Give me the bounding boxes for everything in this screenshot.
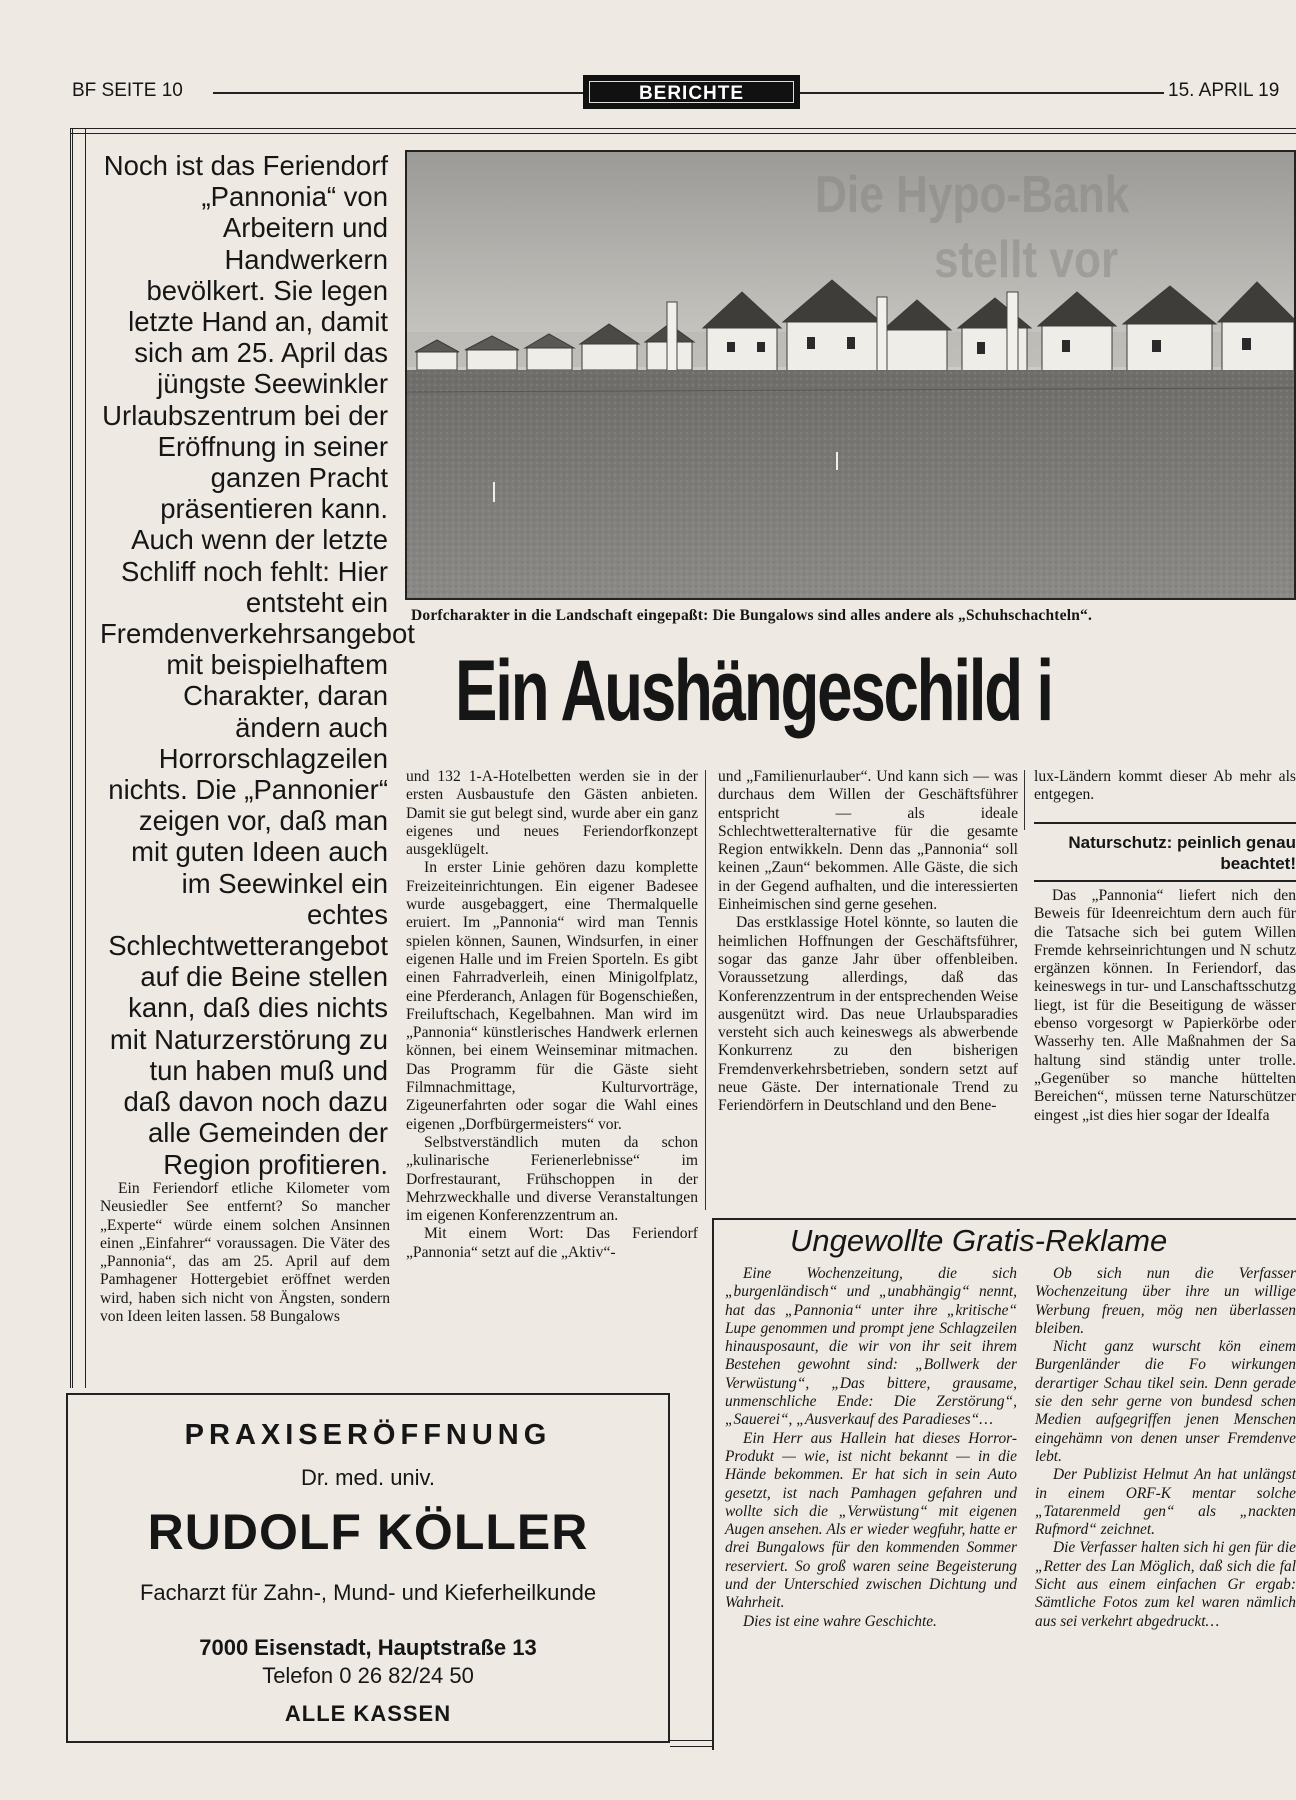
- lede-text: Noch ist das Feriendorf „Pannonia“ von Arbeitern und Handwerkern bevölkert. Sie legen letzte Hand an, damit sich am 25. April das jüngste Seewinkler Urlaubszentrum bei der Eröffnung in seiner ganzen Pracht präsentieren kann. Auch wenn der letzte Schliff noch fehlt: Hier entsteht ein Fremdenverkehrsangebot mit beispielhaftem Charakter, daran ändern auch Horrorschlagzeilen nichts. Die „Pannonier“ zeigen vor, daß man mit guten Ideen auch im Seewinkel ein echtes Schlechtwetterangebot auf die Beine stellen kann, daß dies nichts mit Naturzerstörung zu tun haben muß und daß davon noch dazu alle Gemeinden der Region profitieren.: [100, 150, 415, 1180]
- box-column-left: [725, 1265, 1017, 1631]
- paragraph: Ein Feriendorf etliche Kilometer vom Neusiedler See entfernt? So mancher „Experte“ würde einem solchen Ansinnen einen „Einfahrer“ voraussagen. Die Väter des „Pannonia“, das am 25. April auf dem Pamhagener Hottergebiet eröffnet werden wird, haben sich nicht von Ängsten, sondern von Ideen leiten lassen. 58 Bungalows: [100, 1180, 390, 1326]
- ad-specialty: Facharzt für Zahn-, Mund- und Kieferheilkunde: [139, 1580, 597, 1605]
- article-frame-left: [70, 128, 86, 1388]
- paragraph: Nicht ganz wurscht kön einem Burgenländer die Fo wirkungen derartiger Schau tikel sein. Denn gerade sie den sehr gerne von bundesd schen Medien aufgegriffen jenen Menschen eingehämn von denen unser Fremdenve lebt.: [1035, 1338, 1296, 1465]
- ad-insurance: ALLE KASSEN: [284, 1701, 452, 1726]
- ad-phone: Telefon 0 26 82/24 50: [262, 1663, 474, 1688]
- paragraph: In erster Linie gehören dazu komplette Freizeiteinrichtungen. Ein eigener Badesee wurde ausgebaggert, eine Thermalquelle eruiert. Im „Pannonia“ wird man Tennis spielen können, Saunen, Windsurfen, in einer eigenen Halle und im Freien Sporteln. Es gibt einen Fahrradverleih, einen Minigolfplatz, eine Pferderanch, Anlagen für Bogenschießen, Freiluftschach, Kegelbahnen. Man wird im „Pannonia“ künstlerisches Handwerk erlernen können, bei einem Weinseminar mitmachen. Das Programm für die Gäste sieht Filmnachmittage, Kulturvorträge, Zigeunerfahrten oder sogar die Wahl eines eigenen „Dorfbürgermeisters“ vor.: [406, 859, 698, 1133]
- subhead-rule-top: [1034, 822, 1296, 824]
- paragraph: Mit einem Wort: Das Feriendorf „Pannonia“ setzt auf die „Aktiv“-: [406, 1225, 698, 1261]
- bungalow-village-photo: [407, 152, 1294, 598]
- paragraph: und „Familienurlauber“. Und kann sich — was durchaus dem Willen der Geschäftsführer entspricht — als ideale Schlechtwetteralternative für die gesamte Region entwikkeln. Denn das „Pannonia“ soll keinen „Zaun“ bekommen. Alle Gäste, die sich in der Gegend aufhalten, und die interessierten Einheimischen sind gerne gesehen.: [718, 768, 1018, 914]
- box-column-right: [1035, 1265, 1296, 1631]
- paragraph: Das „Pannonia“ liefert nich den Beweis für Ideenreichtum dern auch für die Tatsache sich bei gutem Willen Fremde kehrseinrichtungen und N schutz ergänzen können. In Feriendorf, das keineswegs in tur- und Lanschaftsschutzg liegt, ist für die Beseitigung de wässer ebenso vorgesorgt w Papierkörbe oder Wasserhy ten. Alle Maßnahmen der Sa haltung sind ständig unter trolle. „Gegenüber so manche hüttelten Bereichen“, müssen terne Naturschützer eingest „ist dies hier sogar der Idealfa: [1034, 887, 1296, 1124]
- headline: Ein Aushängeschild i: [455, 643, 1052, 739]
- paragraph: lux-Ländern kommt dieser Ab mehr als entgegen.: [1034, 768, 1296, 804]
- header-rule-right: [800, 92, 1164, 94]
- paragraph: Der Publizist Helmut An hat unlängst in einem ORF-K mentar solche „Tatarenmeld gen“ als „nackten Rufmord“ zeichnet.: [1035, 1466, 1296, 1539]
- subheading: Naturschutz: peinlich genau beachtet!: [1068, 833, 1296, 873]
- header-rule-left: [213, 92, 583, 94]
- article-column-1: [100, 1180, 390, 1326]
- column-rule: [705, 770, 706, 1210]
- paragraph: Eine Wochenzeitung, die sich „burgenländisch“ und „unabhängig“ nennt, hat das „Pannonia“ unter ihre „kritische“ Lupe genommen und prompt jene Schlagzeilen hinausposaunt, die wir von ihr seit ihrem Bestehen gewohnt sind: „Bollwerk der Verwüstung“, „Das bittere, grausame, unmenschliche Ende: Die Zerstörung“, „Sauerei“, „Ausverkauf des Paradieses“…: [725, 1265, 1017, 1429]
- ad-doctor-name: RUDOLF KÖLLER: [147, 1504, 589, 1560]
- ad-heading: PRAXISERÖFFNUNG: [184, 1419, 552, 1451]
- svg-text:Die Hypo-Bank: Die Hypo-Bank: [815, 165, 1130, 224]
- paragraph: Ob sich nun die Verfasser Wochenzeitung über ihre un willige Werbung freuen, mög nen überlassen bleiben.: [1035, 1265, 1296, 1337]
- paragraph: Ein Herr aus Hallein hat dieses Horror-Produkt — wie, ist nicht bekannt — in die Hände bekommen. Er hat sich in sein Auto gesetzt, ist nach Pamhagen gefahren und wollte sich die „Verwüstung“ mit eigenen Augen ansehen. Als er wieder wegfuhr, hatte er drei Bungalows für den kommenden Sommer reserviert. So groß waren seine Begeisterung und der Unterschied zwischen Dichtung und Wahrheit.: [725, 1429, 1017, 1612]
- paragraph: Dies ist eine wahre Geschichte.: [743, 1612, 937, 1630]
- paragraph: Selbstverständlich muten da schon „kulinarische Ferienerlebnisse“ im Dorfrestaurant, Frühschoppen in der Mehrzweckhalle und diverse Veranstaltungen im eigenen Konferenzzentrum an.: [406, 1133, 698, 1225]
- svg-text:stellt vor: stellt vor: [934, 230, 1119, 289]
- ad-address: 7000 Eisenstadt, Hauptstraße 13: [199, 1635, 537, 1660]
- article-column-4: [1034, 887, 1296, 1125]
- paragraph: und 132 1-A-Hotelbetten werden sie in der ersten Ausbaustufe den Gästen anbieten. Damit sie gut belegt sind, wurde aber ein ganz eigenes und neues Feriendorfkonzept ausgeklügelt.: [406, 768, 698, 859]
- photo-caption: Dorfcharakter in die Landschaft eingepaßt: Die Bungalows sind alles andere als „Schuhschachteln“.: [411, 607, 1093, 624]
- practice-opening-ad: [66, 1393, 670, 1743]
- column-rule: [1024, 770, 1025, 830]
- issue-date: 15. APRIL 19: [1168, 80, 1280, 101]
- paragraph: Das erstklassige Hotel könnte, so lauten die heimlichen Hoffnungen der Geschäftsführer, sogar das ganze Jahr über offenbleiben. Voraussetzung allerdings, daß das Konferenzzentrum in der entsprechenden Weise ausgenützt wird. Das neue Urlaubsparadies versteht sich auch keineswegs als abwerbende Konkurrenz zu den bisherigen Fremdenverkehrsbetrieben, sondern setzt auf neue Gäste. Der internationale Trend zu Feriendörfern in Deutschland und den Bene-: [718, 914, 1018, 1115]
- article-column-3: [718, 768, 1018, 1116]
- article-column-2: [406, 768, 698, 1262]
- box-title: Ungewollte Gratis-Reklame: [790, 1223, 1168, 1258]
- ad-title: Dr. med. univ.: [300, 1465, 436, 1490]
- article-column-4-top: [1034, 768, 1296, 805]
- paragraph: Die Verfasser halten sich hi gen für die „Retter des Lan Möglich, daß sich die fal Sicht aus einem einfachen Gr ergab: Sämtliche Fotos zum kel waren nämlich aus sei verkehrt abgedruckt…: [1035, 1539, 1296, 1630]
- page-label: BF SEITE 10: [72, 80, 183, 101]
- section-badge: [583, 75, 800, 109]
- article-frame-top: [70, 128, 1296, 134]
- subhead-rule-bottom: [1034, 880, 1296, 882]
- section-label: BERICHTE: [589, 81, 794, 103]
- ad-separator: [670, 1740, 712, 1747]
- article-photo: [405, 150, 1296, 600]
